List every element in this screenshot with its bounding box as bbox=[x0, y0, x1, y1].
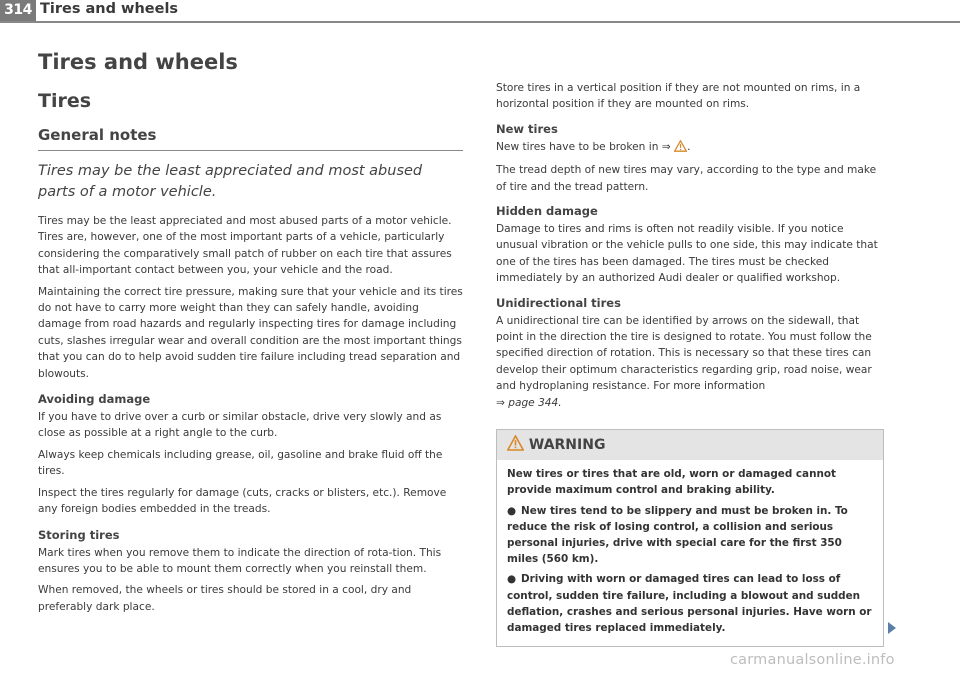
paragraph: If you have to drive over a curb or similar obstacle, drive very slowly and as close as possible at a right angle to the curb. bbox=[38, 411, 442, 440]
continue-arrow-icon[interactable] bbox=[888, 622, 896, 634]
paragraph: Mark tires when you remove them to indicate the direction of rota-tion. This ensures you to be able to mount them correctly when you reinstall them. bbox=[38, 546, 442, 575]
heading-new-tires: New tires bbox=[496, 121, 558, 136]
paragraph-new-tires: New tires have to be broken in ⇒ . bbox=[496, 139, 884, 157]
page-header bbox=[0, 0, 960, 40]
warning-intro: New tires or tires that are old, worn or damaged cannot provide maximum control and braking ability. bbox=[507, 468, 836, 497]
bullet-icon: ● bbox=[507, 504, 517, 517]
right-column bbox=[496, 80, 884, 647]
warning-bullet bbox=[507, 503, 873, 568]
left-column bbox=[38, 50, 463, 620]
page-number: 314 bbox=[0, 0, 36, 21]
paragraph: The tread depth of new tires may vary, according to the type and make of tire and the tread pattern. bbox=[496, 164, 877, 193]
header-rule bbox=[0, 21, 960, 23]
unidirectional-text: A unidirectional tire can be identified by arrows on the sidewall, that point in the direction the tire is designed to rotate. You must follow the specified direction of rotation. This is necessary so that these tires can develop their optimum characteristics regarding grip, road noise, wear and hydroplaning resistance. For more information bbox=[496, 314, 872, 393]
paragraph: Damage to tires and rims is often not readily visible. If you notice unusual vibration or the vehicle pulls to one side, this may indicate that one of the tires has been damaged. The tires must be checked immediately by an authorized Audi dealer or qualified workshop. bbox=[496, 223, 878, 285]
cross-ref-arrow[interactable]: ⇒ bbox=[661, 140, 671, 153]
subsection-title: General notes bbox=[38, 126, 463, 151]
warning-bullet-text: Driving with worn or damaged tires can lead to loss of control, sudden tire failure, including a blowout and sudden deflation, crashes and serious personal injuries. Have worn or damaged tires replaced immediately. bbox=[507, 573, 872, 634]
bullet-icon: ● bbox=[507, 573, 517, 586]
warning-triangle-icon bbox=[507, 435, 524, 455]
paragraph: Inspect the tires regularly for damage (cuts, cracks or blisters, etc.). Remove any foreign bodies embedded in the treads. bbox=[38, 486, 447, 516]
warning-body bbox=[497, 460, 883, 646]
paragraph: Maintaining the correct tire pressure, making sure that your vehicle and its tires do not have to carry more weight than they can safely handle, avoiding damage from road hazards and regularly inspecting tires for damage including cuts, slashes irregular wear and overall condition are the most important things that you can do to help avoid sudden tire failure including tread separation and blowouts. bbox=[38, 285, 463, 380]
page-reference-link[interactable]: ⇒ page 344. bbox=[496, 396, 562, 409]
lead-text: Tires may be the least appreciated and most abused parts of a motor vehicle. bbox=[38, 163, 423, 200]
paragraph: When removed, the wheels or tires should be stored in a cool, dry and preferably dark place. bbox=[38, 584, 412, 613]
heading-storing-tires: Storing tires bbox=[38, 527, 120, 542]
paragraph: Tires may be the least appreciated and most abused parts of a motor vehicle. Tires are, however, one of the most important parts of a vehicle, particularly considering the comparatively small patch of rubber on each tire that assures that all-important contact between you, your vehicle and the road. bbox=[38, 215, 452, 277]
new-tires-text: New tires have to be broken in bbox=[496, 140, 659, 153]
paragraph-unidirectional bbox=[496, 313, 884, 411]
section-title: Tires bbox=[38, 90, 92, 112]
running-title: Tires and wheels bbox=[40, 1, 179, 17]
warning-bullet-text: New tires tend to be slippery and must be broken in. To reduce the risk of losing control, a collision and serious personal injuries, drive with special care for the first 350 miles (560 km). bbox=[507, 504, 848, 566]
watermark: carmanualsonline.info bbox=[730, 652, 895, 668]
heading-unidirectional-tires: Unidirectional tires bbox=[496, 295, 621, 310]
heading-avoiding-damage: Avoiding damage bbox=[38, 392, 151, 407]
warning-bullet bbox=[507, 571, 873, 636]
heading-hidden-damage: Hidden damage bbox=[496, 204, 598, 219]
chapter-title: Tires and wheels bbox=[38, 50, 238, 74]
warning-box bbox=[496, 429, 884, 647]
warning-header bbox=[497, 430, 883, 460]
paragraph: Always keep chemicals including grease, oil, gasoline and brake fluid off the tires. bbox=[38, 448, 443, 478]
warning-triangle-icon[interactable] bbox=[674, 140, 687, 157]
paragraph: Store tires in a vertical position if they are not mounted on rims, in a horizontal position if they are mounted on rims. bbox=[496, 82, 861, 111]
warning-title: WARNING bbox=[528, 437, 606, 454]
